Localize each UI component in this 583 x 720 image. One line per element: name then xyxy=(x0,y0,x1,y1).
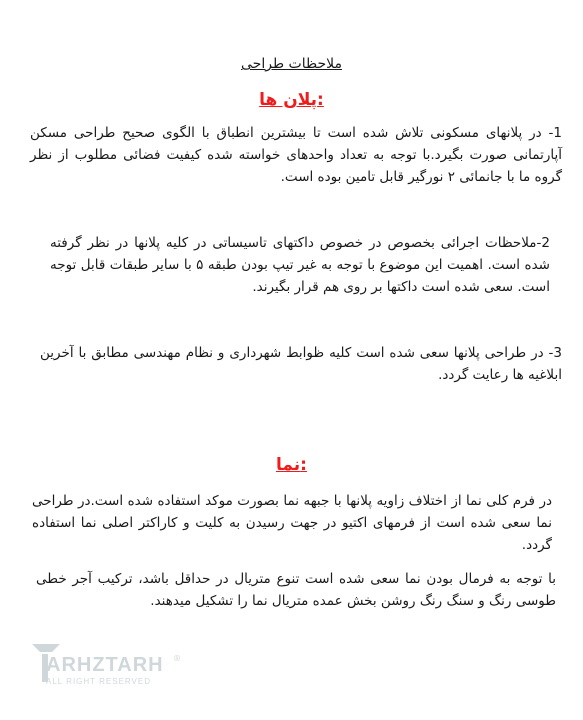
facade-item-1: در فرم کلی نما از اختلاف زاویه پلانها با جبهه نما بصورت موکد استفاده شده است.در طراحی نما سعی شده است از فرمهای اکتیو در جهت رسیدن به کلیت و کاراکتر اصلی نما استفاده گردد. xyxy=(32,493,552,553)
facade-heading-text: نما: xyxy=(276,455,307,475)
plans-heading-text: پلان ها: xyxy=(259,90,324,110)
plans-item-1: 1- در پلانهای مسکونی تلاش شده است تا بیشترین انطباق با الگوی صحیح طراحی مسکن آپارتمانی صورت بگیرد.با توجه به تعداد واحدهای خواسته شده کیفیت فضائی مطلوب از نظر گروه ما با جانمائی ۲ نورگیر قابل تامین بوده است. xyxy=(30,125,562,185)
page-title-text: ملاحظات طراحی xyxy=(241,56,342,72)
watermark-registered-icon: ® xyxy=(173,654,181,663)
facade-heading xyxy=(0,455,583,475)
plans-heading xyxy=(0,90,583,110)
plans-item-3: 3- در طراحی پلانها سعی شده است کلیه ظوابط شهرداری و نظام مهندسی مطابق با آخرین ابلاغیه ها رعایت گردد. xyxy=(40,345,562,383)
watermark-sub: ALL RIGHT RESERVED xyxy=(46,677,151,686)
watermark-name: ARHZTARH xyxy=(46,654,164,676)
watermark-logo xyxy=(30,640,180,690)
facade-item-2: با توجه به فرمال بودن نما سعی شده است تنوع متریال در حداقل باشد، ترکیب آجر خطی طوسی رنگ و سنگ رنگ روشن بخش عمده متریال نما را تشکیل میدهند. xyxy=(36,571,556,609)
plans-item-2: 2-ملاحظات اجرائی بخصوص در خصوص داکتهای تاسیساتی در کلیه پلانها در نظر گرفته شده است. اهمیت این موضوع با توجه به غیر تیپ بودن طبقه ۵ با سایر طبقات قابل توجه است. سعی شده است داکتها بر روی هم قرار بگیرند. xyxy=(50,235,550,295)
page-title xyxy=(0,56,583,72)
